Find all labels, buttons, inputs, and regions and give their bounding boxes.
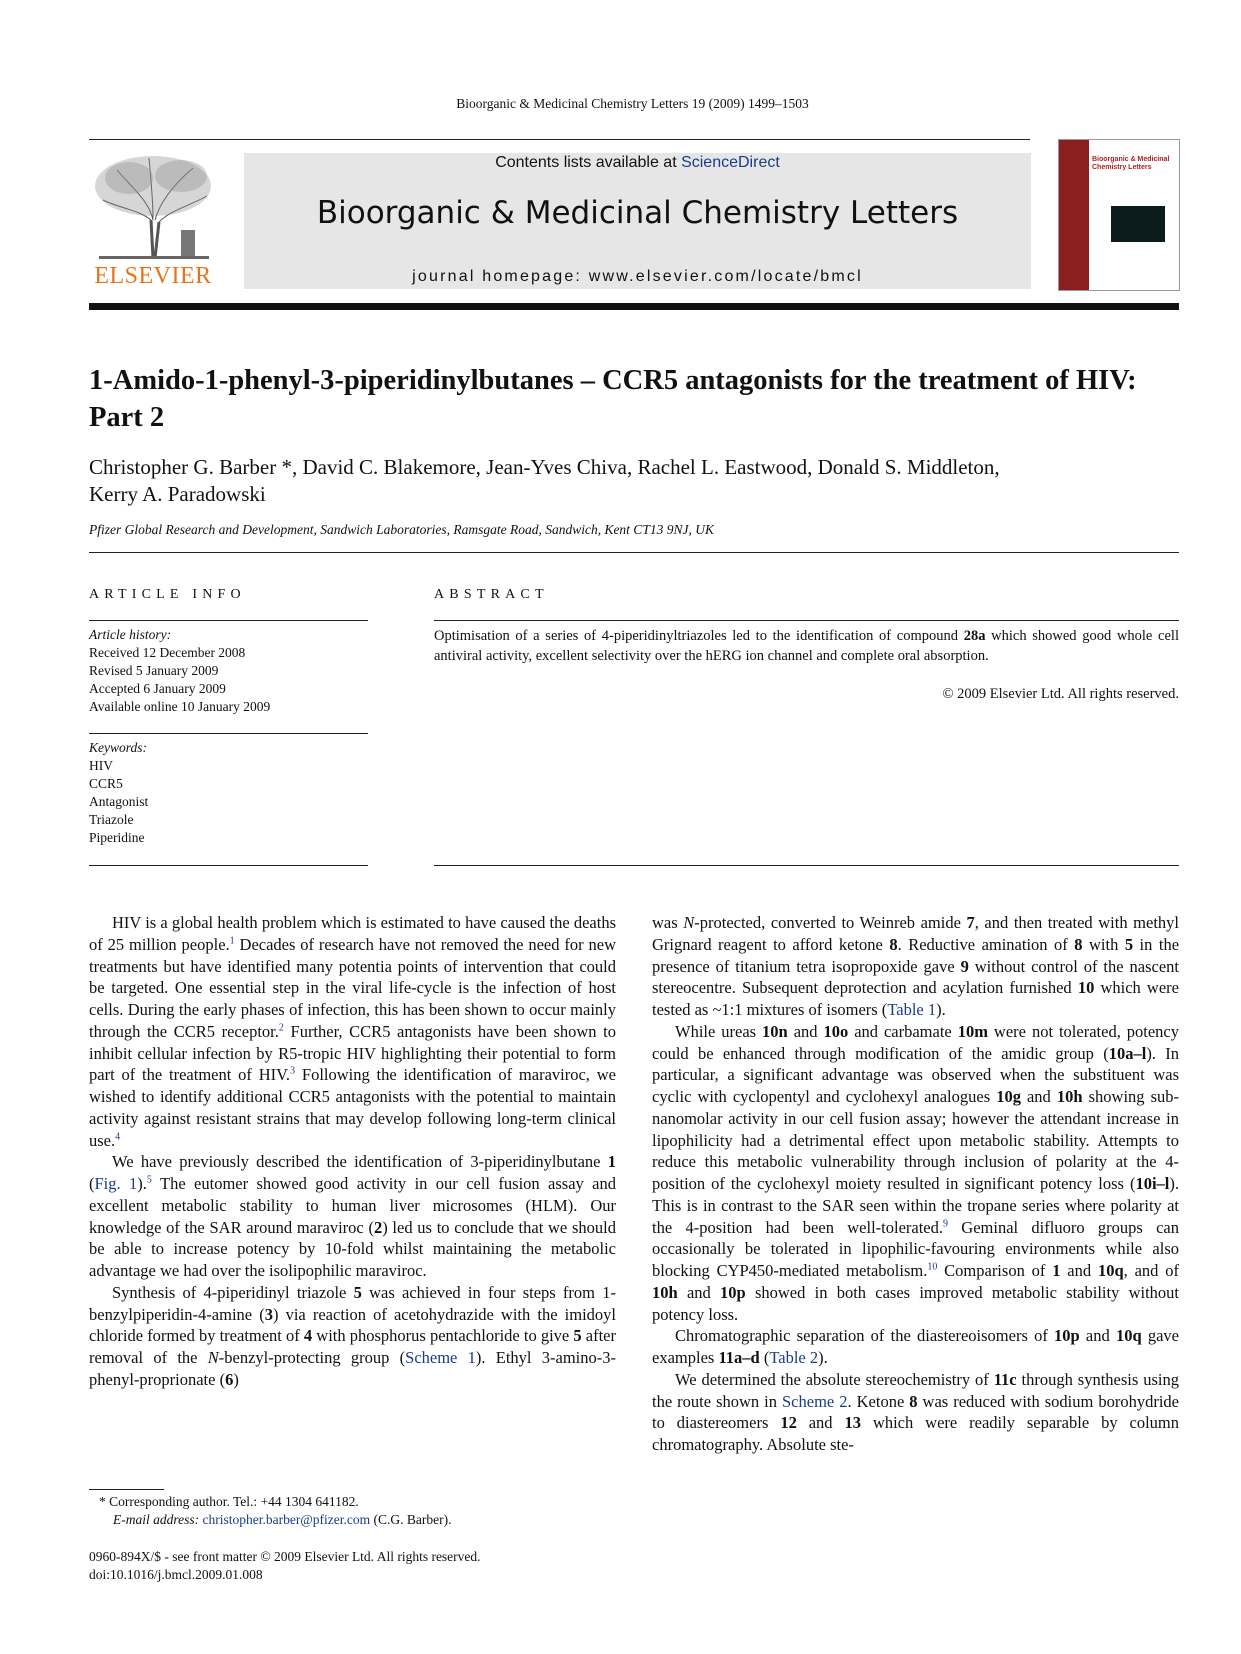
- journal-name: Bioorganic & Medicinal Chemistry Letters: [316, 195, 959, 231]
- body-column-right: [652, 912, 1179, 1456]
- section-rule: [89, 552, 1179, 553]
- header-thick-rule: [89, 303, 1179, 310]
- article-history: [89, 626, 368, 716]
- footnote-rule: [89, 1489, 164, 1490]
- table-link[interactable]: Table 1: [887, 1000, 937, 1019]
- body-paragraph: Synthesis of 4-piperidinyl triazole 5 was achieved in four steps from 1-benzylpiperidin-4-amine (3) via reaction of acetohydrazide with the imidoyl chloride formed by treatment of 4 with phosphorus pentachloride to give 5 after removal of the N-benzyl-protecting group (Scheme 1). Ethyl 3-amino-3-phenyl-proprionate (6): [89, 1282, 617, 1389]
- info-rule: [89, 865, 368, 866]
- cover-spine: [1059, 140, 1089, 290]
- keyword: Triazole: [89, 812, 134, 827]
- keyword: Antagonist: [89, 794, 149, 809]
- contents-line: [244, 153, 1031, 173]
- info-rule: [89, 620, 368, 621]
- keyword: Piperidine: [89, 830, 145, 845]
- reference-link[interactable]: 4: [115, 1131, 121, 1142]
- sciencedirect-link[interactable]: ScienceDirect: [681, 154, 780, 171]
- abstract-rule: [434, 865, 1179, 866]
- keyword: CCR5: [89, 776, 123, 791]
- footnote-corresponding: * Corresponding author. Tel.: +44 1304 641182.: [99, 1494, 359, 1509]
- footnote-email: E-mail address: christopher.barber@pfizer.com (C.G. Barber).: [113, 1512, 452, 1527]
- affiliation: Pfizer Global Research and Development, Sandwich Laboratories, Ramsgate Road, Sandwich, Kent CT13 9NJ, UK: [89, 522, 714, 537]
- history-online: Available online 10 January 2009: [89, 699, 271, 714]
- author-list: [89, 454, 1179, 508]
- reference-link[interactable]: 1: [229, 935, 235, 947]
- history-accepted: Accepted 6 January 2009: [89, 681, 226, 696]
- email-link[interactable]: christopher.barber@pfizer.com: [202, 1512, 371, 1527]
- body-paragraph: HIV is a global health problem which is estimated to have caused the deaths of 25 million people.$^1$ Decades of research have not removed the need for new treatments but have identified many potentia points of intervention that could be targeted. One essential step in the viral life-cycle is the infection of host cells. During the early phases of infection, this has been shown to occur mainly through the CCR5 receptor.$^2$ Further, CCR5 antagonists have been shown to inhibit cellular infection by R5-tropic HIV highlighting their potential to form part of the treatment of HIV.$^3$ Following the identification of maraviroc, we wished to identify additional CCR5 antagonists with the potential to maintain activity against resistant strains that may develop following long-term clinical use.$^4$: [89, 913, 617, 1150]
- cover-title: Bioorganic & Medicinal Chemistry Letters: [1092, 156, 1170, 171]
- keyword: HIV: [89, 758, 113, 773]
- reference-link[interactable]: 3: [290, 1065, 296, 1077]
- reference-link[interactable]: 10: [927, 1261, 938, 1273]
- info-rule: [89, 733, 368, 734]
- journal-homepage[interactable]: journal homepage: www.elsevier.com/locate/bmcl: [412, 268, 863, 285]
- cover-image: [1111, 206, 1165, 242]
- body-paragraph: We have previously described the identification of 3-piperidinylbutane 1 (Fig. 1).$^5$ The eutomer showed good activity in our cell fusion assay and excellent metabolic stability to human liver microsomes (HLM). Our knowledge of the SAR around maraviroc (2) led us to conclude that we should be able to increase potency by 10-fold whilst maintaining the metabolic advantage we had over the isolipophilic maraviroc.: [89, 1152, 616, 1280]
- doi-line[interactable]: doi:10.1016/j.bmcl.2009.01.008: [89, 1567, 263, 1582]
- compound-ref: 28a: [963, 628, 986, 644]
- abstract-text: [434, 626, 1179, 666]
- body-paragraph: While ureas 10n and 10o and carbamate 10m were not tolerated, potency could be enhanced through modification of the amidic group (10a–l). In particular, a significant advantage was observed when the substituent was cyclic with cyclopentyl and cyclohexyl analogues 10g and 10h showing sub-nanomolar activity in our cell fusion assay; however the attendant increase in lipophilicity had a detrimental effect upon metabolic stability. Attempts to reduce this metabolic vulnerability through inclusion of polarity at the 4-position of the cyclohexyl moiety resulted in significant potency loss (10i–l). This is in contrast to the SAR seen within the tropane series where polarity at the 4-position had been well-tolerated.$^9$ Geminal difluoro groups can occasionally be tolerated in lipophilic-favouring environments while also blocking CYP450-mediated metabolism.$^{10}$ Comparison of 1 and 10q, and of 10h and 10p showed in both cases improved metabolic stability without potency loss.: [652, 1021, 1180, 1324]
- history-label: Article history:: [89, 627, 172, 642]
- abstract-text-pre: Optimisation of a series of 4-piperidinyltriazoles led to the identification of compound: [434, 628, 964, 644]
- elsevier-wordmark: ELSEVIER: [94, 263, 212, 289]
- body-column-left: [89, 912, 616, 1391]
- history-received: Received 12 December 2008: [89, 645, 246, 660]
- journal-banner: [244, 153, 1031, 289]
- front-matter: [89, 1548, 689, 1584]
- contents-prefix: Contents lists available at: [495, 154, 682, 171]
- keywords-label: Keywords:: [89, 740, 147, 755]
- issn-line: 0960-894X/$ - see front matter © 2009 Elsevier Ltd. All rights reserved.: [89, 1549, 481, 1564]
- abstract-heading: ABSTRACT: [434, 587, 549, 602]
- article-info-heading: ARTICLE INFO: [89, 587, 246, 602]
- reference-link[interactable]: 5: [146, 1174, 152, 1186]
- body-paragraph: Chromatographic separation of the diastereoisomers of 10p and 10q gave examples 11a–d (Table 2).: [652, 1326, 1179, 1367]
- header-rule: [89, 139, 1030, 140]
- scheme-link[interactable]: Scheme 2: [782, 1391, 848, 1411]
- journal-citation: Bioorganic & Medicinal Chemistry Letters 19 (2009) 1499–1503: [456, 96, 809, 111]
- reference-link[interactable]: 2: [278, 1022, 284, 1034]
- reference-link[interactable]: 9: [943, 1218, 948, 1229]
- journal-cover: [1058, 139, 1180, 291]
- footnote: [89, 1493, 616, 1529]
- authors-line-1: Christopher G. Barber *, David C. Blakemore, Jean-Yves Chiva, Rachel L. Eastwood, Donald S. Middleton,: [89, 455, 1000, 479]
- abstract-text-post: which showed good whole cell antiviral activity, excellent selectivity over the hERG ion channel and complete oral absorption.: [434, 628, 1179, 664]
- history-revised: Revised 5 January 2009: [89, 663, 219, 678]
- tree-icon: [89, 150, 217, 262]
- abstract-rule: [434, 620, 1179, 621]
- article-title: 1-Amido-1-phenyl-3-piperidinylbutanes – CCR5 antagonists for the treatment of HIV: Part 2: [89, 365, 1137, 433]
- scheme-link[interactable]: Scheme 1: [405, 1348, 476, 1367]
- table-link[interactable]: Table 2: [769, 1348, 819, 1367]
- abstract-copyright: © 2009 Elsevier Ltd. All rights reserved.: [942, 686, 1179, 702]
- figure-link[interactable]: Fig. 1: [94, 1174, 138, 1193]
- authors-line-2: Kerry A. Paradowski: [89, 482, 266, 506]
- elsevier-logo: [89, 150, 217, 290]
- body-paragraph: was N-protected, converted to Weinreb amide 7, and then treated with methyl Grignard reagent to afford ketone 8. Reductive amination of 8 with 5 in the presence of titanium tetra isopropoxide gave 9 without control of the nascent stereocentre. Subsequent deprotection and acylation furnished 10 which were tested as ~1:1 mixtures of isomers (Table 1).: [652, 913, 1180, 1019]
- keywords: [89, 739, 368, 847]
- body-paragraph: We determined the absolute stereochemistry of 11c through synthesis using the route shown in Scheme 2. Ketone 8 was reduced with sodium borohydride to diastereomers 12 and 13 which were readily separable by column chromatography. Absolute ste-: [652, 1369, 1179, 1454]
